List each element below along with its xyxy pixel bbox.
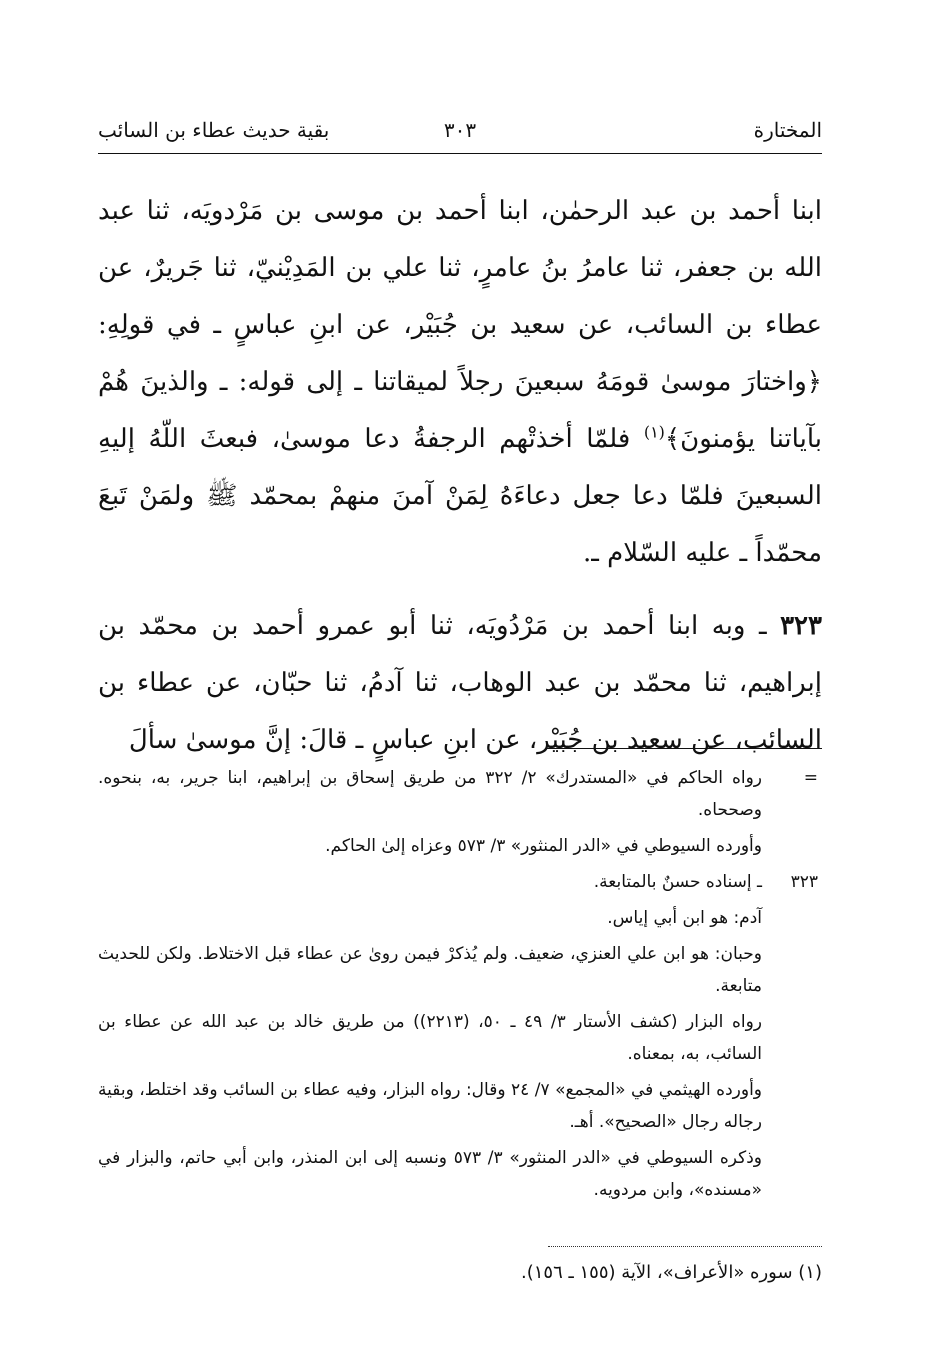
hadith-number: ٣٢٣ — [780, 611, 822, 641]
note-marker — [762, 902, 822, 934]
note-marker: ٣٢٣ — [790, 872, 818, 892]
note-item — [98, 1142, 822, 1206]
note-text: رواه الحاكم في «المستدرك» ٢/ ٣٢٢ من طريق إسحاق بن إبراهيم، ابنا جرير، به، بنحوه. وصححاه. — [98, 768, 762, 820]
note-item — [98, 762, 822, 826]
note-marker — [762, 830, 822, 862]
note-marker — [762, 1006, 822, 1070]
footnote-rule — [546, 748, 822, 749]
note-text: وأورده الهيثمي في «المجمع» ٧/ ٢٤ وقال: رواه البزار، وفيه عطاء بن السائب وقد اختلط، وبقية رجاله رجال «الصحيح». أهـ. — [98, 1080, 763, 1132]
note-marker — [762, 938, 822, 1002]
note-text: وأورده السيوطي في «الدر المنثور» ٣/ ٥٧٣ وعزاه إلىٰ الحاكم. — [325, 836, 762, 856]
header-rule — [98, 153, 822, 154]
note-item — [98, 938, 822, 1002]
note-item — [98, 1074, 822, 1138]
paragraph-2-text: ـ وبه ابنا أحمد بن مَرْدُويَه، ثنا أبو عمرو أحمد بن محمّد بن إبراهيم، ثنا محمّد بن عبد الوهاب، ثنا آدمُ، ثنا حبّان، عن عطاء بن السائب، عن سعيد بن جُبَيْر، عن ابنِ عباسٍ ـ قالَ: إنَّ موسىٰ سألَ — [98, 611, 822, 755]
note-marker — [762, 1074, 822, 1138]
note-item — [98, 1006, 822, 1070]
note-marker — [762, 1142, 822, 1206]
note-item — [98, 830, 822, 862]
footnote-separator — [548, 1246, 822, 1247]
paragraph-1-rest: فلمّا أخذتْهم الرجفةُ دعا موسىٰ، فبعثَ اللّهُ إليهِ السبعينَ فلمّا دعا جعل دعاءَهُ لِمَنْ آمنَ منهمْ بمحمّد ﷺ ولمَنْ تَبعَ محمّداً ـ عليه السّلام ـ. — [98, 424, 822, 568]
note-marker: = — [803, 768, 818, 788]
paragraph-1 — [98, 183, 822, 582]
running-header — [98, 118, 822, 152]
chapter-title: بقية حديث عطاء بن السائب — [98, 118, 330, 142]
footnote-ref: (١) — [643, 422, 665, 442]
note-item — [98, 866, 822, 898]
book-title: المختارة — [753, 118, 822, 142]
page-number: ٣٠٣ — [443, 118, 477, 142]
paragraph-1-text: ابنا أحمد بن عبد الرحمٰن، ابنا أحمد بن موسى بن مَرْدويَه، ثنا عبد الله بن جعفر، ثنا عامرُ بنُ عامرٍ، ثنا علي بن المَدِيْنيّ، ثنا جَريرٌ، عن عطاء بن السائب، عن سعيد بن جُبَيْر، عن ابنِ عباسٍ ـ في قولِهِ: ﴿واختارَ موسىٰ قومَهُ سبعينَ رجلاً لميقاتنا ـ إلى قوله: ـ والذينَ هُمْ بآياتنا يؤمنونَ﴾ — [98, 196, 823, 454]
note-text: آدم: هو ابن أبي إياس. — [607, 908, 762, 928]
note-item — [98, 902, 822, 934]
main-text — [98, 183, 822, 769]
commentary-notes — [98, 762, 822, 1210]
note-text: وحبان: هو ابن علي العنزي، ضعيف. ولم يُذكرْ فيمن روىٰ عن عطاء قبل الاختلاط. ولكن للحديث متابعة. — [98, 944, 762, 996]
paragraph-2 — [98, 598, 822, 769]
note-text: رواه البزار (كشف الأستار ٣/ ٤٩ ـ ٥٠، (٢٢١٣)) من طريق خالد بن عبد الله عن عطاء بن السائب، به، بمعناه. — [98, 1012, 762, 1064]
note-text: وذكره السيوطي في «الدر المنثور» ٣/ ٥٧٣ ونسبه إلى ابن المنذر، وابن أبي حاتم، والبزار في «مسنده»، وابن مردويه. — [98, 1148, 762, 1200]
footnote-1: (١) سوره «الأعراف»، الآية (١٥٥ ـ ١٥٦). — [521, 1262, 822, 1283]
note-text: ـ إسناده حسنٌ بالمتابعة. — [593, 872, 762, 892]
